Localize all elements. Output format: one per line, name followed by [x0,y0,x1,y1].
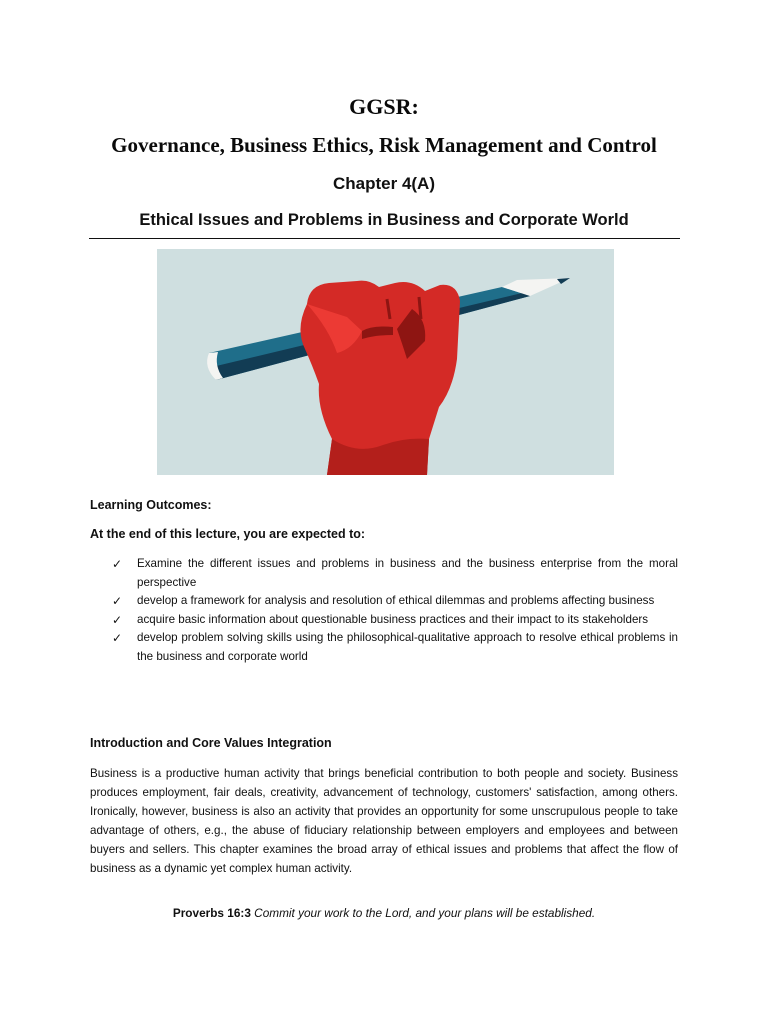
fist-pencil-illustration [157,249,614,475]
subject-title: Governance, Business Ethics, Risk Management and Control [111,133,657,157]
bible-quote [0,906,768,920]
chapter-number: Chapter 4(A) [332,174,435,193]
list-item [112,629,678,666]
title-divider [89,238,680,239]
learning-outcomes-heading: Learning Outcomes: [90,498,212,512]
outcome-text: develop problem solving skills using the philosophical-qualitative approach to resolve ethical problems in the business and corporate world [137,631,678,663]
introduction-paragraph: Business is a productive human activity that brings beneficial contribution to both people and society. Business produces employment, fair deals, creativity, advancement of technology, customers' satisfaction, among others. Ironically, however, business is also an activity that provides an opportunity for some unscrupulous people to take advantage of others, e.g., the abuse of fiduciary relationship between employers and employees and between buyers and sellers. This chapter examines the broad array of ethical issues and problems that affect the flow of business as a dynamic yet complex human activity. [90,767,678,875]
list-item [112,555,678,592]
check-icon: ✓ [112,557,123,571]
learning-outcomes-list [112,555,678,667]
outcome-text: Examine the different issues and problems in business and the business enterprise from the moral perspective [137,557,678,589]
chapter-title: Ethical Issues and Problems in Business and Corporate World [139,211,629,229]
outcome-text: acquire basic information about questionable business practices and their impact to its stakeholders [137,612,649,626]
outcome-text: develop a framework for analysis and resolution of ethical dilemmas and problems affecting business [137,594,655,608]
course-code: GGSR: [349,94,419,119]
check-icon: ✓ [112,631,123,646]
check-icon: ✓ [112,594,123,609]
quote-reference: Proverbs 16:3 [172,906,251,920]
introduction-heading: Introduction and Core Values Integration [90,736,332,750]
quote-text: Commit your work to the Lord, and your plans will be established. [254,906,596,920]
list-item [112,592,678,611]
list-item [112,611,678,630]
check-icon: ✓ [112,612,123,627]
learning-outcomes-intro: At the end of this lecture, you are expected to: [90,527,366,541]
